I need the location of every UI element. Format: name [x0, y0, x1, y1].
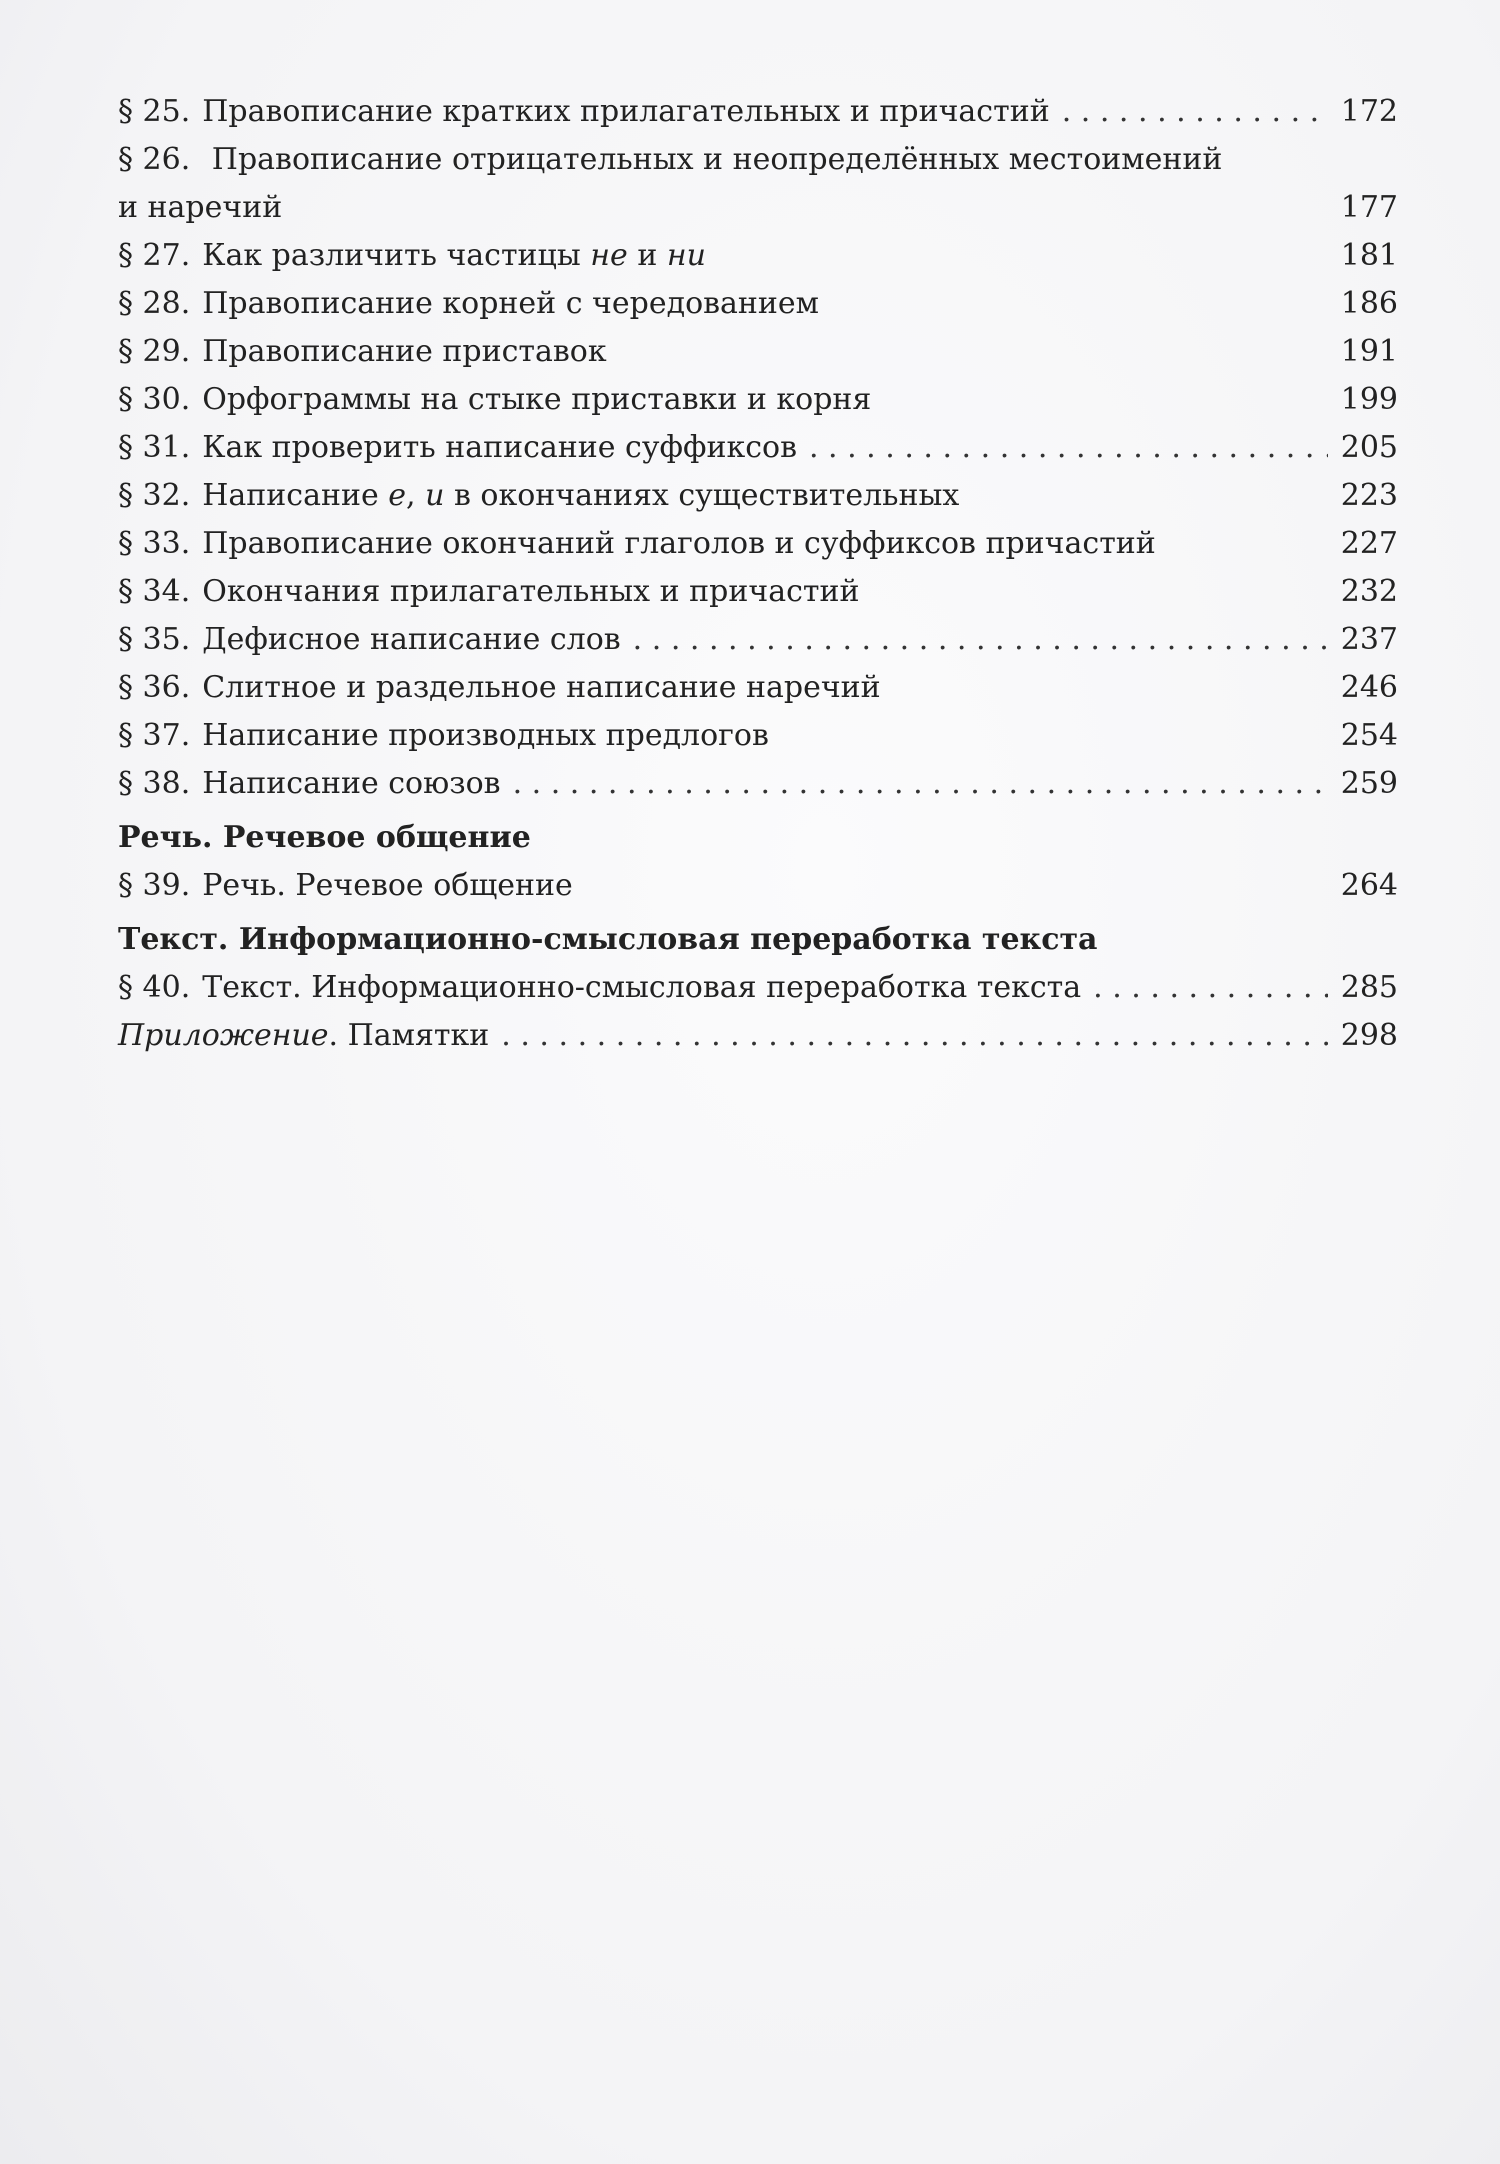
title-italic-i: и [425, 478, 445, 513]
toc-entry-number: § 34. [118, 574, 191, 609]
toc-entry-page: 205 [1340, 430, 1398, 465]
toc-entry-number: § 40. [118, 970, 191, 1005]
dot-leader [1093, 964, 1328, 1012]
toc-entry-page: 186 [1340, 286, 1398, 321]
toc-entry-page: 227 [1340, 526, 1398, 561]
toc-entry-37 [118, 712, 1398, 760]
toc-entry-number: § 31. [118, 430, 191, 465]
toc-entry-title-line2: и наречий [118, 190, 283, 225]
toc-entry-number: § 27. [118, 238, 191, 273]
title-italic-e: е [388, 478, 407, 513]
toc-entry-34 [118, 568, 1398, 616]
toc-entry-number: § 29. [118, 334, 191, 369]
toc-entry-38 [118, 760, 1398, 808]
toc-entry-page: 191 [1340, 334, 1398, 369]
toc-entry-32 [118, 472, 1398, 520]
toc-entry-27 [118, 232, 1398, 280]
toc-entry-page: 181 [1340, 238, 1398, 273]
toc-entry-number: § 39. [118, 868, 191, 903]
title-text: Написание [202, 478, 389, 513]
toc-entry-number: § 36. [118, 670, 191, 705]
toc-entry-number: § 35. [118, 622, 191, 657]
toc-entry-page: 285 [1340, 970, 1398, 1005]
toc-entry-title: Правописание кратких прилагательных и причастий [202, 94, 1050, 129]
toc-section-heading-text: Текст. Информационно-смысловая переработка текста [118, 922, 1098, 957]
toc-entry-page: 172 [1340, 94, 1398, 129]
toc-entry-page: 246 [1340, 670, 1398, 705]
toc-entry-page: 264 [1340, 868, 1398, 903]
toc-entry-page: 177 [1340, 190, 1398, 225]
dot-leader [809, 424, 1328, 472]
toc-entry-title: Дефисное написание слов [202, 622, 621, 657]
title-text-and: и [627, 238, 667, 273]
toc-entry-page: 254 [1340, 718, 1398, 753]
toc-entry-title [118, 1012, 489, 1060]
dot-leader [1062, 88, 1328, 136]
appendix-italic: Приложение [118, 1018, 329, 1053]
toc-entry-title: Слитное и раздельное написание наречий [202, 670, 881, 705]
toc-entry-title: Правописание окончаний глаголов и суффиксов причастий [202, 526, 1156, 561]
toc-entry-page: 232 [1340, 574, 1398, 609]
toc-entry-number: § 37. [118, 718, 191, 753]
toc-entry-page: 199 [1340, 382, 1398, 417]
title-text: Как различить частицы [202, 238, 591, 273]
title-text-comma: , [406, 478, 426, 513]
title-italic-ni: ни [666, 238, 706, 273]
toc-section-heading-speech: Речь. Речевое общение [118, 820, 531, 855]
toc-entry-28 [118, 280, 1398, 328]
toc-entry-appendix [118, 1012, 1398, 1060]
toc-entry-title: Правописание корней с чередованием [202, 286, 819, 321]
appendix-rest: . Памятки [328, 1018, 490, 1053]
toc-entry-26 [118, 136, 1398, 232]
toc-entry-number: § 26. [118, 142, 191, 177]
toc-entry-number: § 28. [118, 286, 191, 321]
title-italic-ne: не [590, 238, 628, 273]
toc-entry-page: 259 [1340, 766, 1398, 801]
toc-entry-title-line1: Правописание отрицательных и неопределённых местоимений [211, 142, 1223, 177]
toc-entry-page: 223 [1340, 478, 1398, 513]
toc-entry-title: Написание союзов [202, 766, 501, 801]
toc-entry-title: Написание производных предлогов [202, 718, 769, 753]
toc-entry-title: Орфограммы на стыке приставки и корня [202, 382, 872, 417]
toc-entry-title: Окончания прилагательных и причастий [202, 574, 860, 609]
toc-entry-number: § 25. [118, 94, 191, 129]
toc-entry-36 [118, 664, 1398, 712]
toc-entry-number: § 33. [118, 526, 191, 561]
toc-entry-title [202, 472, 959, 520]
toc-entry-25 [118, 88, 1398, 136]
toc-entry-title: Речь. Речевое общение [202, 868, 573, 903]
toc-entry-number: § 32. [118, 478, 191, 513]
toc-entry-number: § 30. [118, 382, 191, 417]
toc-entry-page: 237 [1340, 622, 1398, 657]
toc-entry-page: 298 [1340, 1018, 1398, 1053]
table-of-contents [118, 88, 1398, 1060]
dot-leader [513, 760, 1328, 808]
toc-entry-29 [118, 328, 1398, 376]
toc-entry-title: Текст. Информационно-смысловая переработка текста [202, 970, 1082, 1005]
toc-entry-40 [118, 964, 1398, 1012]
toc-entry-31 [118, 424, 1398, 472]
dot-leader [501, 1012, 1328, 1060]
toc-entry-number: § 38. [118, 766, 191, 801]
toc-entry-33 [118, 520, 1398, 568]
toc-entry-30 [118, 376, 1398, 424]
toc-entry-39 [118, 862, 1398, 910]
dot-leader [633, 616, 1328, 664]
toc-entry-title: Как проверить написание суффиксов [202, 430, 797, 465]
toc-entry-title [202, 232, 706, 280]
title-text-post: в окончаниях существительных [444, 478, 960, 513]
toc-entry-35 [118, 616, 1398, 664]
toc-entry-title: Правописание приставок [202, 334, 607, 369]
